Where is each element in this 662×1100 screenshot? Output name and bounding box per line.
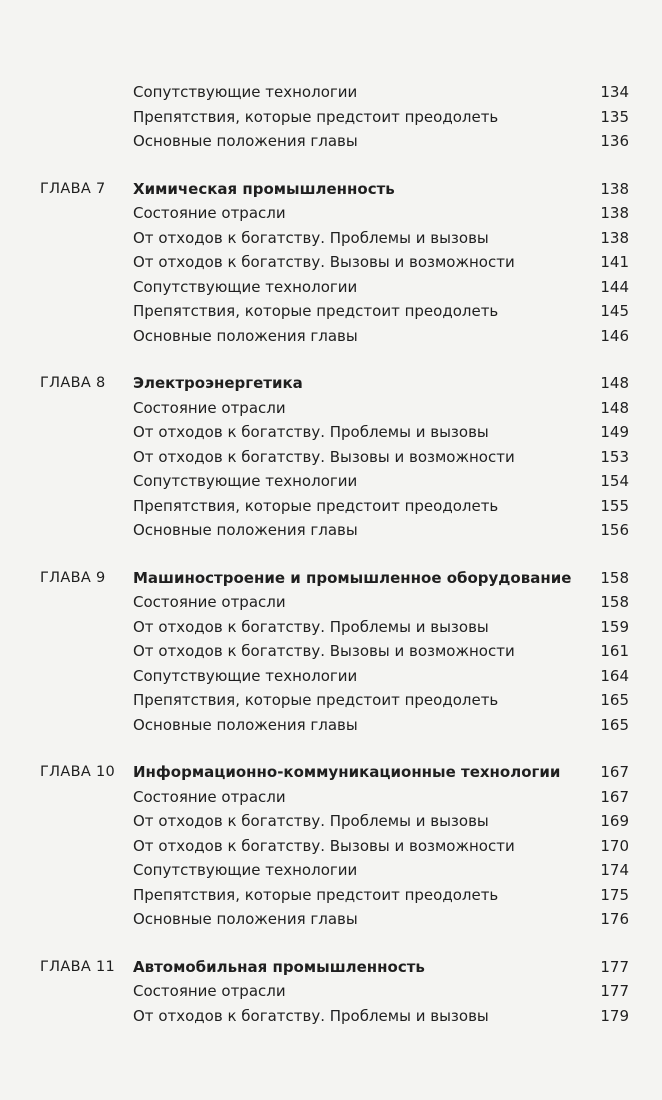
entry-page: 169 — [600, 812, 629, 830]
entry-label: Препятствия, которые предстоит преодолеть — [133, 691, 499, 709]
toc-entry — [0, 1004, 662, 1029]
toc-entry — [0, 590, 662, 615]
entry-label: Основные положения главы — [133, 326, 358, 345]
chapter-page: 177 — [600, 957, 629, 976]
toc-entry — [0, 883, 662, 908]
entry-page: 174 — [600, 861, 629, 879]
chapter-number: ГЛАВА 10 — [40, 764, 115, 780]
toc-entry — [0, 639, 662, 664]
entry-label: Состояние отрасли — [133, 787, 286, 806]
toc-entry — [0, 809, 662, 834]
entry-page: 167 — [600, 787, 629, 806]
entry-page: 155 — [600, 496, 629, 515]
chapter-heading — [0, 371, 662, 396]
toc-entry — [0, 105, 662, 130]
toc-entry — [0, 275, 662, 300]
entry-label: От отходов к богатству. Вызовы и возможности — [133, 836, 515, 855]
entry-page: 158 — [600, 593, 629, 611]
chapter-page: 158 — [600, 568, 629, 587]
entry-page: 145 — [600, 302, 629, 320]
entry-page: 135 — [600, 107, 629, 126]
toc-entry — [0, 396, 662, 421]
toc-entry — [0, 299, 662, 324]
entry-label: От отходов к богатству. Проблемы и вызовы — [133, 1006, 489, 1025]
entry-label: Основные положения главы — [133, 132, 358, 150]
entry-page: 156 — [600, 521, 629, 539]
entry-page: 138 — [600, 228, 629, 247]
toc-entry — [0, 129, 662, 154]
toc-entry — [0, 785, 662, 810]
chapter-heading — [0, 566, 662, 591]
chapter-number: ГЛАВА 7 — [40, 180, 106, 197]
entry-page: 153 — [600, 447, 629, 466]
entry-page: 177 — [600, 982, 629, 1000]
chapter-page: 148 — [600, 374, 629, 392]
entry-label: От отходов к богатству. Вызовы и возможности — [133, 642, 515, 660]
entry-page: 175 — [600, 885, 629, 904]
entry-page: 146 — [600, 326, 629, 345]
toc-entry — [0, 445, 662, 470]
entry-label: Сопутствующие технологии — [133, 666, 358, 685]
entry-page: 134 — [600, 83, 629, 101]
chapter-number: ГЛАВА 8 — [40, 375, 106, 391]
chapter-title: Информационно-коммуникационные технологии — [133, 763, 561, 781]
entry-label: От отходов к богатству. Проблемы и вызовы — [133, 617, 489, 636]
entry-page: 170 — [600, 836, 629, 855]
entry-page: 149 — [600, 423, 629, 441]
entry-label: От отходов к богатству. Проблемы и вызовы — [133, 423, 489, 441]
entry-page: 148 — [600, 398, 629, 417]
toc-entry — [0, 250, 662, 275]
toc-entry — [0, 201, 662, 226]
chapter-heading — [0, 177, 662, 202]
chapter-title: Химическая промышленность — [133, 179, 395, 198]
toc-entry — [0, 420, 662, 445]
entry-label: От отходов к богатству. Проблемы и вызовы — [133, 228, 489, 247]
table-of-contents — [0, 80, 662, 1028]
chapter-page: 167 — [600, 763, 629, 781]
entry-label: Препятствия, которые предстоит преодолеть — [133, 302, 499, 320]
entry-page: 141 — [600, 253, 629, 271]
entry-page: 159 — [600, 617, 629, 636]
entry-page: 136 — [600, 132, 629, 150]
entry-label: Сопутствующие технологии — [133, 472, 358, 490]
toc-entry — [0, 907, 662, 932]
entry-label: Основные положения главы — [133, 910, 358, 928]
entry-label: От отходов к богатству. Вызовы и возможности — [133, 447, 515, 466]
entry-label: От отходов к богатству. Проблемы и вызовы — [133, 812, 489, 830]
chapter-number: ГЛАВА 11 — [40, 958, 115, 975]
toc-entry — [0, 858, 662, 883]
entry-label: Сопутствующие технологии — [133, 277, 358, 296]
toc-entry — [0, 979, 662, 1004]
entry-label: Состояние отрасли — [133, 398, 286, 417]
entry-label: Состояние отрасли — [133, 593, 286, 611]
entry-label: Сопутствующие технологии — [133, 83, 358, 101]
toc-entry — [0, 664, 662, 689]
chapter-title: Машиностроение и промышленное оборудование — [133, 568, 572, 587]
chapter-number: ГЛАВА 9 — [40, 569, 106, 586]
entry-page: 138 — [600, 204, 629, 222]
entry-label: Состояние отрасли — [133, 204, 286, 222]
toc-entry — [0, 494, 662, 519]
entry-label: Состояние отрасли — [133, 982, 286, 1000]
entry-label: От отходов к богатству. Вызовы и возможности — [133, 253, 515, 271]
entry-label: Основные положения главы — [133, 521, 358, 539]
entry-page: 161 — [600, 642, 629, 660]
chapter-title: Электроэнергетика — [133, 374, 303, 392]
toc-entry — [0, 615, 662, 640]
entry-page: 154 — [600, 472, 629, 490]
entry-label: Препятствия, которые предстоит преодолеть — [133, 885, 499, 904]
chapter-page: 138 — [600, 179, 629, 198]
entry-page: 144 — [600, 277, 629, 296]
toc-entry — [0, 834, 662, 859]
chapter-heading — [0, 955, 662, 980]
chapter-title: Автомобильная промышленность — [133, 957, 425, 976]
entry-page: 176 — [600, 910, 629, 928]
entry-page: 164 — [600, 666, 629, 685]
entry-label: Препятствия, которые предстоит преодолеть — [133, 107, 499, 126]
toc-entry — [0, 713, 662, 738]
entry-label: Основные положения главы — [133, 715, 358, 734]
entry-page: 179 — [600, 1006, 629, 1025]
entry-page: 165 — [600, 691, 629, 709]
entry-label: Препятствия, которые предстоит преодолеть — [133, 496, 499, 515]
toc-entry — [0, 469, 662, 494]
toc-entry — [0, 226, 662, 251]
entry-label: Сопутствующие технологии — [133, 861, 358, 879]
toc-entry — [0, 518, 662, 543]
toc-entry — [0, 688, 662, 713]
toc-entry — [0, 324, 662, 349]
entry-page: 165 — [600, 715, 629, 734]
chapter-heading — [0, 760, 662, 785]
toc-entry — [0, 80, 662, 105]
